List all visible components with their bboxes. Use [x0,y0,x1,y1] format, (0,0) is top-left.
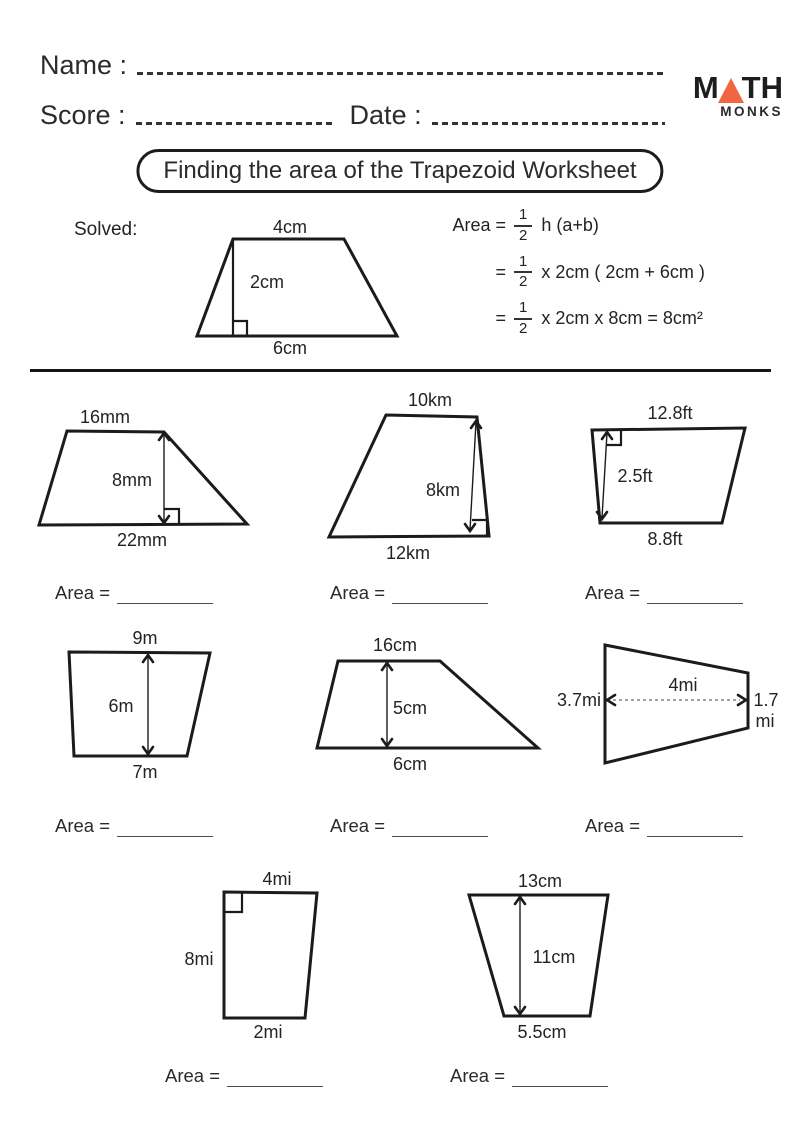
problem-5-figure [305,625,555,785]
right-value-label: 1.7 [753,690,779,710]
bottom-label: 6cm [272,338,308,358]
bottom-label: 6cm [392,754,428,774]
logo-monks-text: MONKS [720,104,783,119]
area-label: Area = [330,815,386,836]
fraction-numerator: 1 [514,253,532,274]
problem-6-figure [555,625,800,785]
area-answer-2 [330,582,488,604]
trapezoid-outline [592,428,745,523]
area-label: Area = [585,582,641,603]
date-label: Date : [349,100,422,130]
trapezoid-outline [329,415,489,537]
math-monks-logo [688,72,783,119]
problem-8-figure [425,865,645,1050]
area-answer-8 [450,1065,608,1087]
area-label: Area = [55,582,111,603]
area-answer-6 [585,815,743,837]
right-angle-marker [233,321,247,336]
area-blank-line [647,821,743,837]
area-blank-line [227,1071,323,1087]
fraction-one-half [514,299,532,339]
height-label: 11cm [532,947,576,967]
height-label: 8mm [112,470,152,490]
trapezoid-outline [317,661,538,748]
top-label: 4mi [262,869,292,889]
area-label: Area = [165,1065,221,1086]
height-label: 6m [108,696,134,716]
height-arrow [470,422,476,530]
top-label: 13cm [517,871,563,891]
score-fill-line [136,122,336,125]
fraction-denominator: 2 [519,319,528,337]
formula-line-3 [448,299,705,339]
solved-trapezoid-figure [175,205,415,360]
fraction-numerator: 1 [514,206,532,227]
middle-label: 4mi [668,675,698,695]
bottom-label: 7m [132,762,158,782]
area-formula [448,206,705,346]
score-date-row [40,100,665,131]
problem-4-figure [35,625,270,790]
top-label: 9m [132,628,158,648]
bottom-label: 2mi [253,1022,283,1042]
area-blank-line [647,588,743,604]
top-label: 12.8ft [647,403,693,423]
area-label: Area = [450,1065,506,1086]
logo-wordmark [688,72,783,103]
logo-letter-m: M [692,70,719,105]
area-blank-line [117,588,213,604]
trapezoid-outline [605,645,748,763]
area-label: Area = [330,582,386,603]
section-divider [30,369,771,372]
formula-prefix: = [495,308,506,329]
name-label: Name : [40,50,128,80]
worksheet-title: Finding the area of the Trapezoid Worksheet [163,157,637,184]
area-blank-line [392,588,488,604]
problem-2-figure [315,388,510,568]
area-blank-line [117,821,213,837]
name-row [40,50,665,81]
bottom-label: 8.8ft [647,529,683,549]
formula-suffix: x 2cm x 8cm = 8cm² [541,308,703,329]
area-answer-7 [165,1065,323,1087]
area-label: Area = [585,815,641,836]
formula-prefix: = [495,261,506,282]
height-label: 2cm [249,272,285,292]
top-label: 10km [407,390,453,410]
area-blank-line [392,821,488,837]
right-angle-marker [472,520,487,535]
formula-prefix: Area = [452,215,506,236]
trapezoid-outline [197,239,397,336]
fraction-one-half [514,253,532,293]
fraction-denominator: 2 [519,226,528,244]
bottom-label: 5.5cm [517,1022,567,1042]
problem-3-figure [578,388,778,558]
logo-triangle-icon [718,78,744,103]
problem-7-figure [155,865,370,1050]
score-label: Score : [40,100,126,130]
area-blank-line [512,1071,608,1087]
top-label: 16mm [79,407,131,427]
bottom-label: 22mm [116,530,168,550]
bottom-label: 12km [385,543,431,563]
area-answer-1 [55,582,213,604]
solved-label: Solved: [74,219,138,240]
trapezoid-outline [69,652,210,756]
area-answer-4 [55,815,213,837]
date-fill-line [432,122,665,125]
right-unit-label: mi [755,711,775,731]
problem-1-figure [25,395,300,560]
height-label: 5cm [392,698,428,718]
fraction-numerator: 1 [514,299,532,320]
fraction-denominator: 2 [519,273,528,291]
fraction-one-half [514,206,532,246]
name-fill-line [137,72,665,75]
height-label: 8km [425,480,461,500]
area-label: Area = [55,815,111,836]
logo-letters-th: TH [741,70,783,105]
formula-suffix: h (a+b) [541,215,599,236]
formula-line-1 [448,206,705,246]
formula-line-2 [448,253,705,293]
height-label: 2.5ft [617,466,653,486]
worksheet-title-box [136,149,663,193]
side-label: 8mi [184,949,214,969]
top-label: 4cm [272,217,308,237]
formula-suffix: x 2cm ( 2cm + 6cm ) [541,261,705,282]
right-angle-marker [224,892,242,912]
left-label: 3.7mi [556,690,602,710]
area-answer-3 [585,582,743,604]
top-label: 16cm [372,635,418,655]
area-answer-5 [330,815,488,837]
